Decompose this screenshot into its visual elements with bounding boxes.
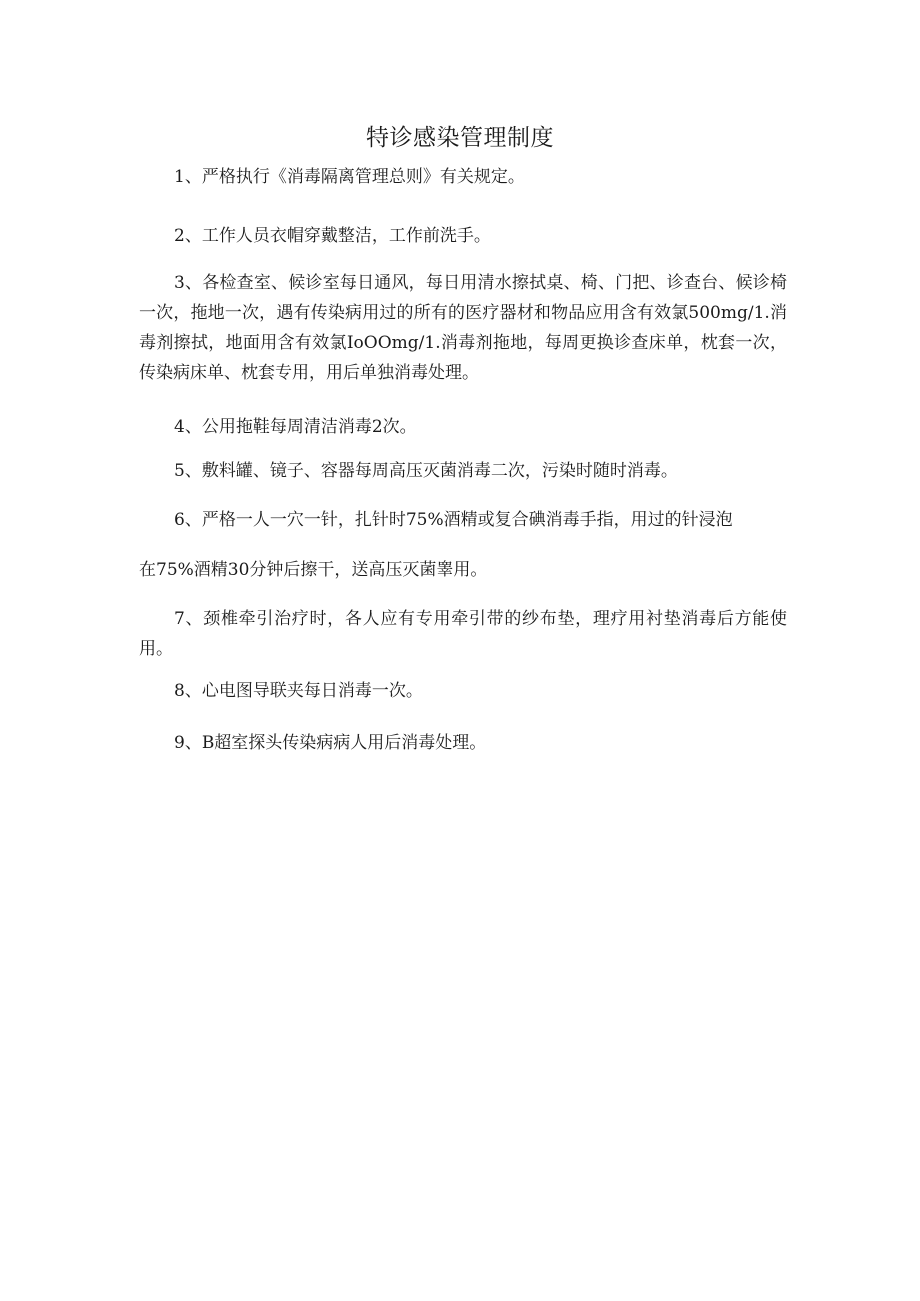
rule-item-1: 1、严格执行《消毒隔离管理总则》有关规定。 bbox=[174, 167, 525, 187]
rule-item-7: 7、颈椎牵引治疗时，各人应有专用牵引带的纱布垫，理疗用衬垫消毒后方能使用。 bbox=[139, 609, 787, 659]
rule-item-6-continued: 在75%酒精30分钟后擦干，送高压灭菌睾用。 bbox=[139, 560, 488, 580]
rule-item-6: 6、严格一人一穴一针，扎针时75%酒精或复合碘消毒手指，用过的针浸泡 bbox=[174, 510, 733, 530]
rule-item-2: 2、工作人员衣帽穿戴整洁，工作前洗手。 bbox=[174, 226, 491, 246]
rule-item-5: 5、敷料罐、镜子、容器每周高压灭菌消毒二次，污染时随时消毒。 bbox=[174, 461, 678, 481]
rule-item-8: 8、心电图导联夹每日消毒一次。 bbox=[174, 681, 423, 701]
rule-item-9: 9、B超室探头传染病病人用后消毒处理。 bbox=[174, 733, 487, 753]
document-title: 特诊感染管理制度 bbox=[366, 125, 554, 151]
rule-item-4: 4、公用拖鞋每周清洁消毒2次。 bbox=[174, 417, 417, 437]
rule-item-3: 3、各检查室、候诊室每日通风，每日用清水擦拭桌、椅、门把、诊查台、候诊椅一次，拖地一次，遇有传染病用过的所有的医疗器材和物品应用含有效氯500mg∕1.消毒剂擦拭，地面用含有效氯IoOOmg/1.消毒剂拖地，每周更换诊查床单，枕套一次，传染病床单、枕套专用，用后单独消毒处理。 bbox=[139, 273, 787, 383]
